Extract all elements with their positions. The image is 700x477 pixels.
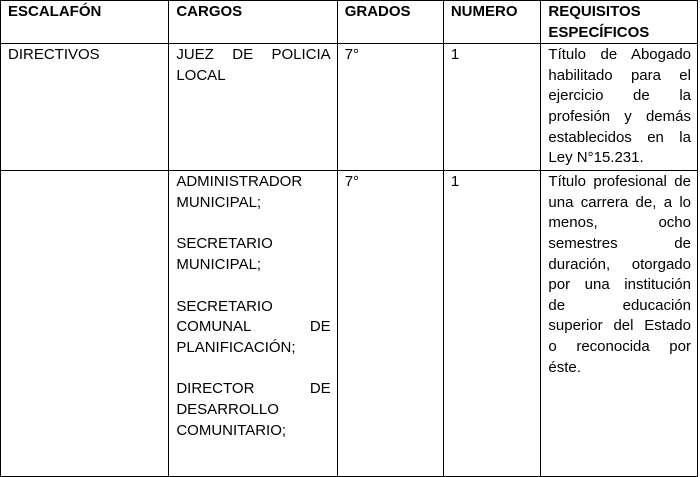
requisito-line: ejercicio de la — [548, 87, 691, 105]
header-requisitos — [541, 1, 698, 44]
requisitos-cell — [541, 171, 698, 477]
cargos-cell — [169, 171, 337, 477]
requisito-line: establecidos en la — [548, 128, 691, 146]
header-row — [1, 1, 698, 44]
header-requisitos-line1: REQUISITOS — [548, 3, 641, 20]
table-row — [1, 171, 698, 477]
requisito-line: o reconocida por — [548, 337, 691, 355]
cargo-line: COMUNITARIO; — [176, 421, 287, 439]
requisito-line: Título profesional de — [548, 173, 691, 191]
header-grados: GRADOS — [337, 1, 443, 44]
cargo-line: ADMINISTRADOR — [176, 173, 303, 191]
cargo-line: SECRETARIO — [176, 297, 273, 315]
requisito-line: profesión y demás — [548, 107, 691, 125]
requisito-line: semestres de — [548, 234, 691, 252]
requisito-line: Título de Abogado — [548, 46, 691, 64]
requisito-line: menos, ocho — [548, 214, 691, 232]
numero-cell: 1 — [443, 44, 541, 171]
header-cargos: CARGOS — [169, 1, 337, 44]
cargo-line: PLANIFICACIÓN; — [176, 338, 296, 356]
numero-cell: 1 — [443, 171, 541, 477]
requisitos-cell — [541, 44, 698, 171]
cargo-line: LOCAL — [176, 66, 226, 84]
requisito-line: duración, otorgado — [548, 255, 691, 273]
cargos-cell — [169, 44, 337, 171]
cargo-item — [176, 379, 330, 441]
requisito-line: superior del Estado — [548, 317, 691, 335]
cargo-item — [176, 172, 330, 213]
cargo-item — [176, 234, 330, 275]
cargo-line: JUEZ DE POLICIA — [176, 46, 331, 64]
cargo-line: COMUNAL DE — [176, 318, 331, 336]
cargo-line: DESARROLLO — [176, 400, 279, 418]
requisito-line: una carrera de, a lo — [548, 193, 691, 211]
requisito-line: habilitado para el — [548, 66, 691, 84]
escalafon-cell: DIRECTIVOS — [1, 44, 169, 171]
header-escalafon: ESCALAFÓN — [1, 1, 169, 44]
grado-cell: 7° — [337, 171, 443, 477]
cargo-line: MUNICIPAL; — [176, 255, 262, 273]
header-numero: NUMERO — [443, 1, 541, 44]
grado-cell: 7° — [337, 44, 443, 171]
requisito-line: de educación — [548, 296, 691, 314]
escalafon-cell — [1, 171, 169, 477]
requisito-line: por una institución — [548, 276, 691, 294]
table-row — [1, 44, 698, 171]
requisito-line: éste. — [548, 358, 581, 376]
cargo-item — [176, 297, 330, 359]
cargo-line: MUNICIPAL; — [176, 193, 262, 211]
cargo-line: DIRECTOR DE — [176, 380, 331, 398]
requisito-line: Ley N°15.231. — [548, 149, 644, 167]
cargo-line: SECRETARIO — [176, 235, 273, 253]
cargo-item — [176, 45, 330, 86]
header-requisitos-line2: ESPECÍFICOS — [548, 23, 650, 41]
